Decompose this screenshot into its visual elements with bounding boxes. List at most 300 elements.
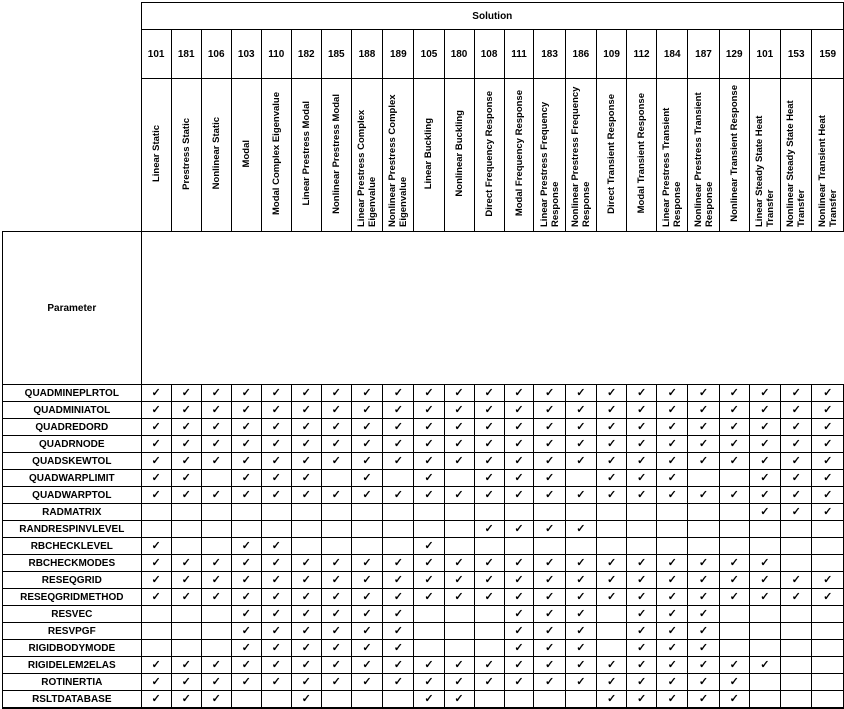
solution-number: 189 [383, 30, 414, 79]
header-row-spacer [201, 232, 231, 385]
solution-label [231, 79, 261, 232]
header-row-spacer [474, 232, 504, 385]
check-icon: ✓ [241, 472, 251, 484]
empty-cell [414, 623, 444, 640]
parameter-name: RESEQGRID [3, 572, 142, 589]
checkmark-cell [688, 623, 719, 640]
checkmark-cell [351, 487, 382, 504]
check-icon: ✓ [576, 676, 586, 688]
checkmark-cell [719, 487, 749, 504]
empty-cell [812, 521, 844, 538]
checkmark-cell [321, 436, 351, 453]
checkmark-cell [504, 470, 534, 487]
check-icon: ✓ [606, 557, 617, 569]
empty-cell [781, 623, 812, 640]
empty-cell [749, 538, 780, 555]
check-icon: ✓ [241, 540, 251, 552]
checkmark-cell [444, 385, 474, 402]
empty-cell [171, 640, 201, 657]
checkmark-cell [383, 487, 414, 504]
checkmark-cell [812, 504, 844, 521]
check-icon: ✓ [211, 438, 221, 450]
check-icon: ✓ [760, 404, 770, 416]
solution-label-text: Linear Steady State Heat Transfer [753, 115, 776, 227]
check-icon: ✓ [484, 455, 494, 467]
checkmark-cell [414, 453, 444, 470]
check-icon: ✓ [544, 523, 555, 535]
checkmark-cell [351, 606, 382, 623]
checkmark-cell [261, 623, 291, 640]
check-icon: ✓ [454, 387, 464, 399]
check-icon: ✓ [823, 421, 833, 433]
check-icon: ✓ [362, 489, 372, 501]
empty-cell [474, 640, 504, 657]
checkmark-cell [141, 419, 171, 436]
solution-label [141, 79, 171, 232]
checkmark-cell [812, 453, 844, 470]
check-icon: ✓ [151, 540, 161, 552]
check-icon: ✓ [514, 591, 524, 603]
checkmark-cell [414, 385, 444, 402]
checkmark-cell [781, 419, 812, 436]
empty-cell [444, 623, 474, 640]
empty-cell [504, 538, 534, 555]
checkmark-cell [597, 402, 627, 419]
checkmark-cell [688, 419, 719, 436]
checkmark-cell [719, 572, 749, 589]
check-icon: ✓ [636, 625, 647, 637]
checkmark-cell [565, 402, 596, 419]
checkmark-cell [414, 470, 444, 487]
check-icon: ✓ [424, 472, 434, 484]
check-icon: ✓ [514, 421, 524, 433]
solution-number: 181 [171, 30, 201, 79]
check-icon: ✓ [484, 574, 494, 586]
check-icon: ✓ [301, 421, 311, 433]
checkmark-cell [474, 487, 504, 504]
solution-label [474, 79, 504, 232]
checkmark-cell [171, 453, 201, 470]
checkmark-cell [781, 470, 812, 487]
check-icon: ✓ [576, 557, 586, 569]
checkmark-cell [291, 657, 321, 674]
empty-cell [444, 640, 474, 657]
solution-label-text: Linear Static [150, 124, 162, 183]
check-icon: ✓ [636, 404, 647, 416]
check-icon: ✓ [241, 591, 251, 603]
checkmark-cell [414, 555, 444, 572]
empty-cell [321, 691, 351, 709]
check-icon: ✓ [151, 489, 161, 501]
empty-cell [474, 623, 504, 640]
header-row-spacer [383, 232, 414, 385]
check-icon: ✓ [211, 659, 221, 671]
check-icon: ✓ [211, 489, 221, 501]
check-icon: ✓ [424, 659, 434, 671]
check-icon: ✓ [636, 693, 647, 705]
solution-label-text: Nonlinear Prestress Frequency Response [569, 86, 592, 227]
solution-number: 106 [201, 30, 231, 79]
solution-number: 101 [141, 30, 171, 79]
check-icon: ✓ [271, 387, 281, 399]
check-icon: ✓ [211, 591, 221, 603]
check-icon: ✓ [393, 404, 403, 416]
empty-cell [781, 657, 812, 674]
table-row [3, 402, 844, 419]
checkmark-cell [781, 572, 812, 589]
solution-label-text: Nonlinear Transient Response [728, 85, 740, 222]
solution-label-text: Nonlinear Steady State Heat Transfer [785, 99, 808, 227]
checkmark-cell [534, 385, 565, 402]
checkmark-cell [688, 402, 719, 419]
check-icon: ✓ [606, 387, 617, 399]
checkmark-cell [534, 453, 565, 470]
checkmark-cell [414, 419, 444, 436]
check-icon: ✓ [301, 387, 311, 399]
checkmark-cell [597, 470, 627, 487]
check-icon: ✓ [760, 506, 770, 518]
checkmark-cell [781, 487, 812, 504]
check-icon: ✓ [544, 472, 555, 484]
checkmark-cell [414, 589, 444, 606]
check-icon: ✓ [606, 438, 617, 450]
solution-banner-row [3, 3, 844, 30]
checkmark-cell [383, 555, 414, 572]
check-icon: ✓ [151, 472, 161, 484]
checkmark-cell [474, 657, 504, 674]
check-icon: ✓ [514, 557, 524, 569]
solution-label-text: Modal Transient Response [636, 93, 648, 214]
checkmark-cell [383, 453, 414, 470]
checkmark-cell [261, 572, 291, 589]
check-icon: ✓ [181, 659, 191, 671]
checkmark-cell [261, 589, 291, 606]
check-icon: ✓ [331, 574, 341, 586]
header-row-spacer [719, 232, 749, 385]
checkmark-cell [141, 555, 171, 572]
parameter-name: QUADWARPLIMIT [3, 470, 142, 487]
checkmark-cell [321, 623, 351, 640]
checkmark-cell [504, 521, 534, 538]
header-row-spacer [414, 232, 444, 385]
empty-cell [534, 504, 565, 521]
checkmark-cell [444, 572, 474, 589]
checkmark-cell [504, 572, 534, 589]
checkmark-cell [321, 589, 351, 606]
checkmark-cell [171, 436, 201, 453]
check-icon: ✓ [393, 489, 403, 501]
checkmark-cell [781, 453, 812, 470]
checkmark-cell [383, 436, 414, 453]
checkmark-cell [383, 402, 414, 419]
check-icon: ✓ [424, 693, 434, 705]
checkmark-cell [444, 453, 474, 470]
check-icon: ✓ [151, 591, 161, 603]
checkmark-cell [657, 674, 688, 691]
check-icon: ✓ [151, 659, 161, 671]
check-icon: ✓ [271, 455, 281, 467]
checkmark-cell [383, 419, 414, 436]
checkmark-cell [291, 453, 321, 470]
solution-label [171, 79, 201, 232]
table-row [3, 572, 844, 589]
check-icon: ✓ [393, 574, 403, 586]
empty-cell [719, 521, 749, 538]
check-icon: ✓ [544, 625, 555, 637]
checkmark-cell [201, 436, 231, 453]
empty-cell [719, 504, 749, 521]
checkmark-cell [504, 419, 534, 436]
checkmark-cell [231, 640, 261, 657]
check-icon: ✓ [211, 455, 221, 467]
check-icon: ✓ [606, 489, 617, 501]
checkmark-cell [565, 385, 596, 402]
solution-number: 153 [781, 30, 812, 79]
check-icon: ✓ [331, 659, 341, 671]
empty-cell [321, 538, 351, 555]
checkmark-cell [504, 623, 534, 640]
checkmark-cell [657, 606, 688, 623]
check-icon: ✓ [760, 421, 770, 433]
empty-cell [781, 606, 812, 623]
checkmark-cell [657, 453, 688, 470]
check-icon: ✓ [698, 574, 709, 586]
checkmark-cell [565, 555, 596, 572]
check-icon: ✓ [301, 489, 311, 501]
checkmark-cell [231, 470, 261, 487]
check-icon: ✓ [181, 557, 191, 569]
check-icon: ✓ [576, 591, 586, 603]
checkmark-cell [688, 674, 719, 691]
check-icon: ✓ [301, 625, 311, 637]
empty-cell [749, 623, 780, 640]
table-row [3, 589, 844, 606]
check-icon: ✓ [636, 574, 647, 586]
check-icon: ✓ [362, 642, 372, 654]
parameter-header-row [3, 232, 844, 385]
solution-number: 185 [321, 30, 351, 79]
empty-cell [351, 521, 382, 538]
checkmark-cell [534, 419, 565, 436]
check-icon: ✓ [301, 438, 311, 450]
checkmark-cell [351, 589, 382, 606]
check-icon: ✓ [454, 404, 464, 416]
empty-cell [688, 538, 719, 555]
checkmark-cell [534, 640, 565, 657]
header-row-spacer [627, 232, 657, 385]
empty-cell [749, 521, 780, 538]
check-icon: ✓ [271, 659, 281, 671]
check-icon: ✓ [544, 676, 555, 688]
checkmark-cell [657, 640, 688, 657]
check-icon: ✓ [181, 574, 191, 586]
checkmark-cell [504, 385, 534, 402]
empty-cell [749, 640, 780, 657]
checkmark-cell [627, 402, 657, 419]
table-row [3, 674, 844, 691]
solution-label [719, 79, 749, 232]
empty-cell [749, 606, 780, 623]
check-icon: ✓ [241, 625, 251, 637]
checkmark-cell [291, 640, 321, 657]
check-icon: ✓ [362, 608, 372, 620]
check-icon: ✓ [151, 421, 161, 433]
checkmark-cell [231, 385, 261, 402]
empty-cell [291, 504, 321, 521]
check-icon: ✓ [667, 404, 677, 416]
check-icon: ✓ [301, 404, 311, 416]
solution-label [351, 79, 382, 232]
check-icon: ✓ [698, 489, 709, 501]
empty-cell [781, 538, 812, 555]
checkmark-cell [261, 640, 291, 657]
checkmark-cell [749, 385, 780, 402]
checkmark-cell [565, 521, 596, 538]
check-icon: ✓ [606, 591, 617, 603]
parameter-name: RIGIDELEM2ELAS [3, 657, 142, 674]
check-icon: ✓ [514, 387, 524, 399]
check-icon: ✓ [576, 421, 586, 433]
check-icon: ✓ [424, 591, 434, 603]
checkmark-cell [781, 436, 812, 453]
check-icon: ✓ [241, 387, 251, 399]
checkmark-cell [231, 402, 261, 419]
solution-number: 108 [474, 30, 504, 79]
empty-cell [657, 504, 688, 521]
checkmark-cell [444, 402, 474, 419]
empty-cell [719, 538, 749, 555]
table-row [3, 657, 844, 674]
parameter-name: QUADSKEWTOL [3, 453, 142, 470]
solution-label-text: Linear Prestress Transient Response [661, 107, 684, 227]
solution-number: 159 [812, 30, 844, 79]
empty-cell [201, 538, 231, 555]
solution-number: 111 [504, 30, 534, 79]
checkmark-cell [749, 572, 780, 589]
empty-cell [261, 504, 291, 521]
checkmark-cell [291, 470, 321, 487]
parameter-name: RBCHECKLEVEL [3, 538, 142, 555]
checkmark-cell [171, 470, 201, 487]
checkmark-cell [688, 385, 719, 402]
check-icon: ✓ [393, 608, 403, 620]
empty-cell [321, 504, 351, 521]
checkmark-cell [719, 691, 749, 709]
checkmark-cell [321, 487, 351, 504]
check-icon: ✓ [606, 421, 617, 433]
solution-label [201, 79, 231, 232]
checkmark-cell [597, 385, 627, 402]
check-icon: ✓ [636, 676, 647, 688]
check-icon: ✓ [362, 625, 372, 637]
check-icon: ✓ [454, 693, 464, 705]
empty-cell [627, 538, 657, 555]
check-icon: ✓ [362, 455, 372, 467]
checkmark-cell [171, 555, 201, 572]
checkmark-cell [657, 402, 688, 419]
check-icon: ✓ [636, 472, 647, 484]
solution-label-text: Modal Frequency Response [513, 90, 525, 217]
check-icon: ✓ [791, 591, 801, 603]
checkmark-cell [383, 640, 414, 657]
checkmark-cell [657, 572, 688, 589]
table-row [3, 453, 844, 470]
header-row-spacer [141, 232, 171, 385]
checkmark-cell [291, 572, 321, 589]
check-icon: ✓ [636, 489, 647, 501]
checkmark-cell [749, 657, 780, 674]
empty-cell [414, 521, 444, 538]
checkmark-cell [414, 674, 444, 691]
checkmark-cell [351, 402, 382, 419]
check-icon: ✓ [698, 608, 709, 620]
check-icon: ✓ [760, 659, 770, 671]
checkmark-cell [414, 487, 444, 504]
check-icon: ✓ [636, 438, 647, 450]
checkmark-cell [781, 402, 812, 419]
check-icon: ✓ [667, 387, 677, 399]
checkmark-cell [657, 555, 688, 572]
checkmark-cell [657, 470, 688, 487]
check-icon: ✓ [241, 438, 251, 450]
check-icon: ✓ [667, 625, 677, 637]
solution-label [627, 79, 657, 232]
check-icon: ✓ [331, 387, 341, 399]
check-icon: ✓ [514, 455, 524, 467]
checkmark-cell [141, 470, 171, 487]
check-icon: ✓ [211, 387, 221, 399]
empty-cell [812, 640, 844, 657]
solution-number: 101 [749, 30, 780, 79]
checkmark-cell [171, 674, 201, 691]
solution-label [321, 79, 351, 232]
check-icon: ✓ [791, 489, 801, 501]
checkmark-cell [321, 385, 351, 402]
check-icon: ✓ [331, 557, 341, 569]
checkmark-cell [261, 606, 291, 623]
check-icon: ✓ [636, 421, 647, 433]
check-icon: ✓ [301, 472, 311, 484]
empty-cell [719, 623, 749, 640]
checkmark-cell [627, 555, 657, 572]
empty-cell [812, 657, 844, 674]
check-icon: ✓ [271, 472, 281, 484]
check-icon: ✓ [331, 421, 341, 433]
checkmark-cell [812, 572, 844, 589]
check-icon: ✓ [331, 625, 341, 637]
checkmark-cell [565, 453, 596, 470]
parameter-name: RESVEC [3, 606, 142, 623]
check-icon: ✓ [331, 455, 341, 467]
check-icon: ✓ [454, 438, 464, 450]
check-icon: ✓ [211, 421, 221, 433]
check-icon: ✓ [393, 659, 403, 671]
checkmark-cell [627, 606, 657, 623]
parameter-name: QUADMINEPLRTOL [3, 385, 142, 402]
checkmark-cell [414, 657, 444, 674]
check-icon: ✓ [576, 625, 586, 637]
check-icon: ✓ [667, 591, 677, 603]
empty-cell [597, 623, 627, 640]
checkmark-cell [171, 402, 201, 419]
checkmark-cell [812, 402, 844, 419]
check-icon: ✓ [271, 421, 281, 433]
checkmark-cell [201, 487, 231, 504]
checkmark-cell [414, 691, 444, 709]
checkmark-cell [171, 487, 201, 504]
check-icon: ✓ [636, 659, 647, 671]
checkmark-cell [657, 657, 688, 674]
